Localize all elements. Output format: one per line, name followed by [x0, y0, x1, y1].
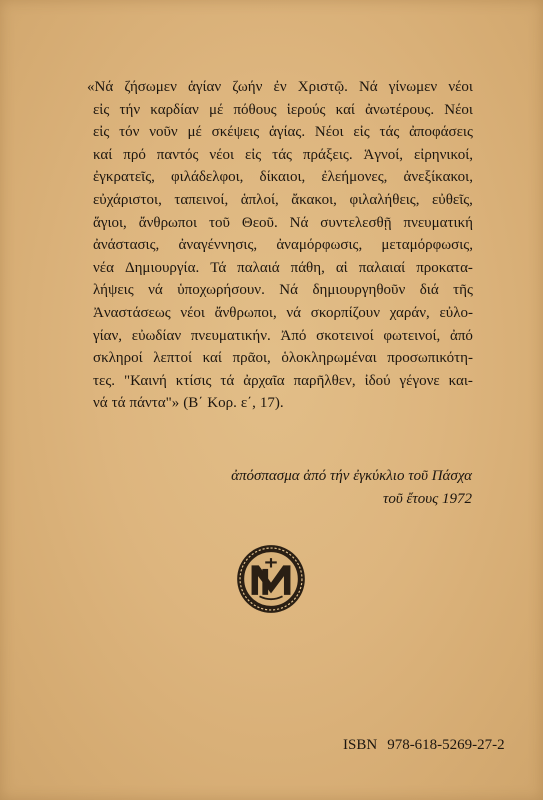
quote-word: δίκαιοι,: [259, 169, 306, 186]
quote-word: νά: [93, 395, 108, 412]
source-line-1: ἀπόσπασμα ἀπό τήν ἐγκύκλιο τοῦ Πάσχα: [231, 468, 472, 484]
quote-line: [93, 325, 473, 348]
quote-word: ἅγιοι,: [93, 214, 127, 231]
quote-word: Χριστῷ.: [297, 79, 348, 95]
quote-word: ἀνάστασις,: [93, 237, 160, 254]
quote-word: γέγονε: [399, 372, 440, 389]
quote-word: ἀναγέννησις,: [178, 237, 258, 254]
quote-word: πάθη,: [290, 259, 325, 276]
quote-word: ἄκακοι,: [291, 191, 337, 208]
quote-word: δημιουργηθοῦν: [312, 282, 406, 299]
quote-line: [93, 189, 473, 212]
quote-line: [93, 392, 473, 415]
quote-word: ἁγίαν: [187, 79, 222, 95]
quote-word: παρῆλθεν,: [293, 372, 356, 389]
quote-word: ὑποχωρήσουν.: [177, 282, 265, 299]
quote-word: σκέψεις: [211, 124, 260, 141]
quote-word: ἐγκρατεῖς,: [93, 169, 155, 186]
quote-line: [93, 279, 473, 302]
quote-word: ἄνθρωποι,: [214, 304, 277, 321]
quote-word: τόν: [119, 124, 140, 141]
quote-word: Νέοι: [314, 124, 344, 141]
monastery-seal-icon: [235, 543, 307, 615]
quote-word: «Νά: [87, 79, 114, 95]
quote-word: τά: [220, 372, 235, 389]
quote-word: Ἀναστάσεως: [93, 304, 171, 321]
quote-word: πνευματικήν.: [190, 327, 271, 344]
quote-word: μεταμόρφωσις,: [381, 237, 473, 254]
quote-word: καί: [202, 350, 222, 367]
quote-word: μέ: [208, 101, 224, 118]
quote-word: 17).: [259, 395, 284, 412]
quote-word: τάς: [379, 124, 400, 141]
quote-word: ἀνεξίκακοι,: [403, 169, 473, 186]
quote-line: [93, 257, 473, 280]
quote-word: λεπτοί: [153, 350, 192, 367]
quote-word: γίαν,: [93, 327, 123, 344]
quote-line: [93, 144, 473, 167]
quote-word: φωτεινοί,: [383, 327, 441, 344]
quote-word: φιλαλήθεις,: [349, 191, 420, 208]
quote-word: προκατα-: [416, 259, 473, 276]
quote-word: Ἀπό: [280, 327, 307, 344]
quote-word: εὐχάριστοι,: [93, 191, 162, 208]
quote-word: χαράν,: [389, 304, 430, 321]
quote-word: τῆς: [453, 282, 473, 299]
quote-word: τοῦ: [208, 214, 230, 231]
quote-word: και-: [448, 372, 473, 389]
quote-word: μέ: [187, 124, 202, 141]
quote-word: φιλάδελφοι,: [171, 169, 244, 186]
quote-word: (Β΄: [183, 395, 204, 412]
quote-word: αἱ: [335, 259, 348, 276]
quote-word: ἱερούς: [286, 101, 326, 118]
quote-word: ἀπό: [449, 327, 473, 344]
quote-word: σκοτεινοί: [316, 327, 374, 344]
quote-line: [93, 121, 473, 144]
source-line-2: τοῦ ἔτους 1972: [382, 491, 472, 507]
quote-word: πνευματική: [403, 214, 473, 231]
quote-word: συντελεσθῇ: [320, 214, 392, 231]
quote-word: ἁπλοί,: [240, 191, 279, 208]
quote-word: ἀρχαῖα: [243, 372, 285, 389]
quote-word: νά: [286, 304, 302, 321]
quote-word: ἐλεήμονες,: [321, 169, 388, 186]
quote-word: νέοι: [180, 304, 205, 321]
quote-line: [93, 166, 473, 189]
quote-word: νοῦν: [149, 124, 178, 141]
quote-word: Θεοῦ.: [241, 214, 278, 231]
quote-word: εἰς: [244, 146, 262, 163]
isbn: [343, 737, 505, 754]
quote-word: εὐλο-: [439, 304, 473, 321]
quote-word: εἰρηνικοί,: [413, 146, 473, 163]
quote-word: πρᾶοι,: [232, 350, 271, 367]
quote-word: ταπεινοί,: [174, 191, 229, 208]
quote-word: Ἁγνοί,: [363, 146, 404, 163]
quote-word: Νά: [289, 214, 309, 231]
quote-word: τήν: [119, 101, 141, 118]
isbn-number: 978-618-5269-27-2: [387, 737, 505, 753]
quote-word: νέοι: [209, 146, 235, 163]
quote-line: [87, 76, 473, 99]
quote-word: νέοι: [448, 79, 473, 95]
quote-line: [93, 302, 473, 325]
quote-line: [93, 370, 473, 393]
quote-word: καρδίαν: [150, 101, 199, 118]
quote-word: εὐωδίαν: [131, 327, 182, 344]
quote-word: καί: [335, 101, 355, 118]
quote-word: ἀποφάσεις: [409, 124, 473, 141]
quote-word: Νά: [279, 282, 298, 299]
quote-word: εἰς: [353, 124, 370, 141]
quote-word: πόθους: [233, 101, 277, 118]
quote-word: πράξεις.: [302, 146, 353, 163]
quote-word: τάς: [272, 146, 292, 163]
quote-word: Νέοι: [444, 101, 473, 118]
quote-word: ἐν: [273, 79, 287, 95]
quote-line: [93, 347, 473, 370]
quote-word: ὁλοκληρωμέναι: [281, 350, 377, 367]
quote-word: ἁγίας.: [269, 124, 306, 141]
quote-word: νέα: [93, 259, 114, 276]
quote-word: εἰς: [93, 124, 110, 141]
quote-word: πάντα"»: [129, 395, 180, 412]
quote-word: "Καινή: [123, 372, 167, 389]
quote-line: [93, 212, 473, 235]
quote-word: ζήσωμεν: [124, 79, 177, 95]
quote-word: κτίσις: [175, 372, 212, 389]
quote-word: Κορ.: [207, 395, 237, 412]
quote-word: λήψεις: [93, 282, 134, 299]
quote-word: εὐθεῖς,: [432, 191, 473, 208]
quote-word: νά: [148, 282, 163, 299]
quote-word: σκορπίζουν: [310, 304, 381, 321]
quote-word: παλαιαί: [358, 259, 406, 276]
quote-word: Δημιουργία.: [124, 259, 200, 276]
quote-line: [93, 99, 473, 122]
quote-word: Τά: [210, 259, 227, 276]
quote-word: εἰς: [93, 101, 110, 118]
quote-word: τά: [111, 395, 126, 412]
quote-word: παλαιά: [237, 259, 280, 276]
quote-word: ε΄,: [240, 395, 256, 412]
quote-word: παντός: [156, 146, 199, 163]
quote-source: [231, 465, 472, 511]
quote-word: ἀναμόρφωσις,: [276, 237, 363, 254]
isbn-label: ISBN: [343, 737, 378, 753]
quote-word: καί: [93, 146, 113, 163]
quote-word: σκληροί: [93, 350, 143, 367]
quote-paragraph: [87, 76, 473, 415]
quote-word: διά: [419, 282, 439, 299]
quote-line: [93, 234, 473, 257]
quote-word: ἰδού: [364, 372, 391, 389]
quote-word: ἀνωτέρους.: [365, 101, 435, 118]
quote-word: προσωπικότη-: [387, 350, 473, 367]
quote-word: τες.: [93, 372, 116, 389]
quote-word: ἄνθρωποι: [138, 214, 198, 231]
quote-word: γίνωμεν: [388, 79, 438, 95]
quote-word: πρό: [123, 146, 146, 163]
quote-word: ζωήν: [232, 79, 263, 95]
quote-word: Νά: [358, 79, 378, 95]
